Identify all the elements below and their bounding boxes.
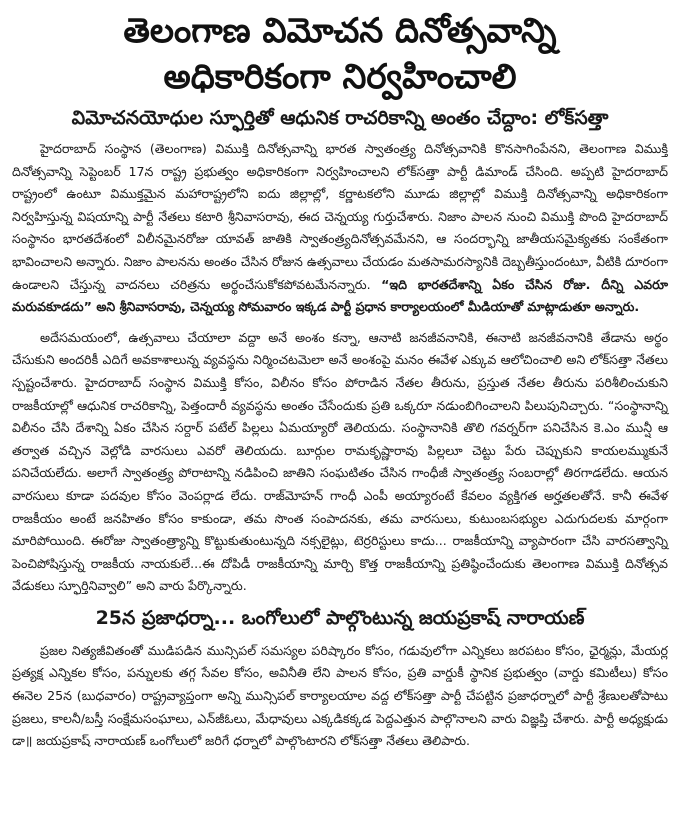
article1-paragraph-1-text: హైదరాబాద్ సంస్థాన (తెలంగాణ) విముక్తి దినోత్సవాన్ని భారత స్వాతంత్ర్య దినోత్సవానికి కొనసాగింపేనని, తెలంగాణ విముక్తి దినోత్సవాన్ని సెప్టెంబర్ 17న రాష్ట్ర ప్రభుత్వం అధికారికంగా నిర్వహించాలని లోక్‌సత్తా పార్టీ డిమాండ్ చేసింది. అప్పటి హైదరాబాద్ రాష్ట్రంలో ఉంటూ విముక్తమైన మహారాష్ట్రలోని ఐదు జిల్లాల్లో, కర్ణాటకలోని మూడు జిల్లాల్లో విముక్తి దినోత్సవాన్ని అధికారికంగా నిర్వహిస్తున్న విషయాన్ని పార్టీ నేతలు కటారి శ్రీనివాసరావు, ఈద చెన్నయ్య గుర్తుచేశారు. నిజాం పాలన నుంచి విముక్తి పొంది హైదరాబాద్ సంస్థానం భారతదేశంలో విలీనమైనరోజు యావత్ జాతికి స్వాతంత్ర్యదినోత్సవమేనని, ఆ సందర్భాన్ని జాతీయసమైక్యతకు సంకేతంగా భావించాలని అన్నారు. నిజాం పాలనను అంతం చేసిన రోజున ఉత్సవాలు చేయడం మతసామరస్యానికి దెబ్బతీస్తుందంటూ, వీటికి దూరంగా ఉండాలని చేస్తున్న వాదనలు చరిత్రను అర్థంచేసుకోకపోవటమేనన్నారు. (12, 141, 668, 292)
headline-line-1: తెలంగాణ విమోచన దినోత్సవాన్ని (123, 11, 557, 51)
article1-paragraph-2: అదేసమయంలో, ఉత్సవాలు చేయాలా వద్దా అనే అంశం కన్నా, ఆనాటి జనజీవనానికి, ఈనాటి జనజీవనానికి తేడాను అర్థం చేసుకుని అందరికీ ఎదిగే అవకాశాలున్న వ్యవస్థను నిర్మించటమెలా అనే అంశంపై మనం ఈవేళ ఎక్కువ ఆలోచించాలి అని లోక్‌సత్తా నేతలు స్పష్టంచేశారు. హైదరాబాద్ సంస్థాన విముక్తి కోసం, విలీనం కోసం పోరాడిన నేతల తీరును, ప్రస్తుత నేతల తీరును పరిశీలించుకుని రాజకీయాల్లో ఆధునిక రాచరికాన్ని, పెత్తందారీ వ్యవస్థను అంతం చేసేందుకు ప్రతి ఒక్కరూ నడుంబిగించాలని పిలుపునిచ్చారు. “సంస్థానాన్ని విలీనం చేసి దేశాన్ని ఏకం చేసిన సర్దార్ పటేల్ పిల్లలు ఏమయ్యారో తెలియదు. సంస్థానానికి తొలి గవర్నర్‌గా పనిచేసిన కె.ఎం మున్షీ ఆ తర్వాత వచ్చిన వెల్లోడి వారసులు ఎవరో తెలియదు. బూర్గుల రామకృష్ణారావు పిల్లలూ చెట్టు పేరు చెప్పుకుని కాయలమ్ముకునే పనిచేయలేదు. అలాగే స్వాతంత్ర్య పోరాటాన్ని నడిపించి జాతిని సంఘటితం చేసిన గాంధీజీ స్వాతంత్ర్య సంబరాల్లో తిరగాడలేదు. ఆయన వారసులు కూడా పదవుల కోసం వెంపర్లాడ లేదు. రాజ్‌మోహన్ గాంధీ ఎంపీ అయ్యారంటే కేవలం వ్యక్తిగత అర్హతలతోనే. కానీ ఈవేళ రాజకీయం అంటే జనహితం కోసం కాకుండా, తమ సొంత సంపాదనకు, తమ వారసులు, కుటుంబసభ్యుల ఎదుగుదలకు మార్గంగా మారిపోయింది. ఈరోజు స్వాతంత్ర్యాన్ని కొట్టుకుతుంటున్నది నక్సలైట్లు, టెర్రరిస్టులు కాదు... రాజకీయాన్ని వ్యాపారంగా చేసి వారసత్వాన్ని పెంచిపోషిస్తున్న రాజకీయ నాయకులే...ఈ దోపిడీ రాజకీయాన్ని మార్చి కొత్త రాజకీయాన్ని ప్రతిష్ఠించేందుకు తెలంగాణ విముక్తి దినోత్సవ వేడుకలు స్ఫూర్తినివ్వాలి” అని వారు పేర్కొన్నారు. (12, 329, 668, 594)
article2-heading: 25న ప్రజాధర్నా... ఒంగోలులో పాల్గొంటున్న జయప్రకాష్ నారాయణ్ (95, 606, 585, 629)
subheadline: విమోచనయోధుల స్ఫూర్తితో ఆధునిక రాచరికాన్ని అంతం చేద్దాం: లోక్‌సత్తా (71, 107, 609, 129)
article2-paragraph-1: ప్రజల నిత్యజీవితంతో ముడిపడిన మున్సిపల్ సమస్యల పరిష్కారం కోసం, గడువులోగా ఎన్నికలు జరపటం కోసం, ఛైర్మన్లు, మేయర్ల ప్రత్యక్ష ఎన్నికల కోసం, పన్నులకు తగ్గ సేవల కోసం, అవినీతి లేని పాలన కోసం, ప్రతి వార్డుకీ స్థానిక ప్రభుత్వం (వార్డు కమిటీలు) కోసం ఈనెల 25న (బుధవారం) రాష్ట్రవ్యాప్తంగా అన్ని మున్సిపల్ కార్యాలయాల వద్ద లోక్‌సత్తా పార్టీ చేపట్టిన ప్రజాధర్నాలో పార్టీ శ్రేణులతోపాటు ప్రజలు, కాలనీ/బస్తీ సంక్షేమసంఘాలు, ఎన్‌జీఓలు, మేధావులు ఎక్కడికక్కడ పెద్దఎత్తున పాల్గొనాలని వారు విజ్ఞప్తి చేశారు. పార్టీ అధ్యక్షుడు డా॥ జయప్రకాష్ నారాయణ్ ఒంగోలులో జరిగే ధర్నాలో పాల్గొంటారని లోక్‌సత్తా నేతలు తెలిపారు. (12, 642, 668, 749)
headline-line-2: అధికారికంగా నిర్వహించాలి (163, 57, 517, 97)
article1-paragraph-1 (12, 138, 668, 319)
article1-quote: “ఇది భారతదేశాన్ని ఏకం చేసిన రోజు. దీన్ని ఎవరూ మరువకూడదు” అని శ్రీనివాసరావు, చెన్నయ్య సోమవారం ఇక్కడ పార్టీ ప్రధాన కార్యాలయంలో మీడియాతో మాట్లాడుతూ అన్నారు. (12, 276, 668, 315)
